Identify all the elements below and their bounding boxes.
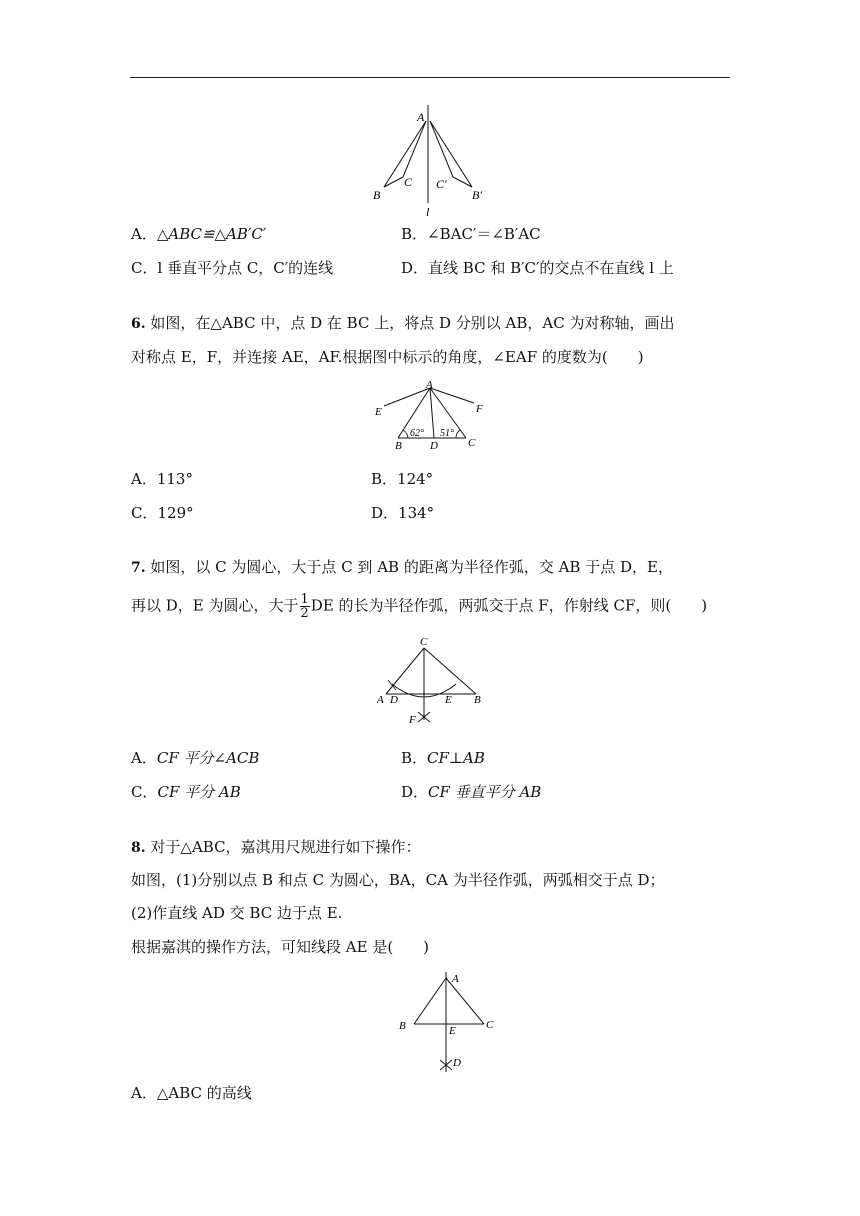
option-text: 124°: [397, 470, 434, 488]
q6-option-c[interactable]: [131, 503, 194, 523]
q8-figure: [392, 968, 504, 1078]
q7-option-a[interactable]: [131, 748, 259, 768]
option-letter: C．: [131, 783, 158, 801]
option-text: △ABC 的高线: [156, 1084, 252, 1102]
q7-option-b[interactable]: [401, 748, 485, 768]
option-text: ∠BAC′＝∠B′AC: [427, 225, 541, 243]
q7-stem-line1: [131, 557, 673, 578]
option-text: CF 平分∠ACB: [156, 749, 260, 767]
q6-option-d[interactable]: [371, 503, 434, 523]
question-number: 7.: [131, 560, 146, 576]
q7-label-f: F: [409, 714, 416, 726]
option-text: 直线 BC 和 B′C′的交点不在直线 l 上: [428, 259, 674, 277]
fraction-half: [300, 593, 310, 620]
q7-text-2a: 再以 D，E 为圆心，大于: [131, 596, 299, 615]
option-text: l 垂直平分点 C，C′的连线: [157, 259, 334, 277]
q7-option-c[interactable]: [131, 782, 241, 802]
option-letter: D．: [401, 783, 429, 801]
q7-stem-line2: [131, 593, 707, 620]
option-letter: A．: [131, 225, 157, 243]
option-letter: D．: [401, 259, 429, 277]
q6-stem-line1: [131, 313, 674, 334]
option-text: CF⊥AB: [427, 749, 485, 767]
q5-option-b[interactable]: [401, 224, 541, 244]
q8-text-3: (2)作直线 AD 交 BC 边于点 E.: [131, 904, 343, 922]
q6-label-e: E: [375, 406, 382, 418]
option-text: 129°: [157, 504, 194, 522]
q6-label-b: B: [395, 440, 402, 452]
q7-figure: [372, 632, 492, 730]
q6-option-a[interactable]: [131, 469, 193, 489]
option-letter: B．: [371, 470, 398, 488]
q8-stem-line1: [131, 837, 421, 858]
q7-text-1: 如图，以 C 为圆心，大于点 C 到 AB 的距离为半径作弧，交 AB 于点 D，E，: [150, 558, 673, 576]
option-letter: B．: [401, 749, 428, 767]
q8-option-a[interactable]: [131, 1083, 252, 1103]
q7-label-e: E: [445, 694, 452, 706]
q6-label-f: F: [476, 403, 483, 415]
q6-text-2: 对称点 E，F，并连接 AE，AF.根据图中标示的角度，∠EAF 的度数为( ): [131, 348, 644, 366]
q5-figure: [370, 105, 490, 220]
q6-label-a: A: [426, 379, 433, 391]
q7-option-d[interactable]: [401, 782, 541, 802]
q7-label-c: C: [420, 636, 428, 648]
q6-angle-c: 51°: [440, 428, 454, 439]
q6-stem-line2: [131, 347, 644, 367]
q8-label-e: E: [449, 1025, 456, 1037]
q5-label-a: A: [417, 110, 425, 124]
q5-option-a[interactable]: [131, 224, 266, 244]
option-letter: D．: [371, 504, 399, 522]
q5-option-c[interactable]: [131, 258, 333, 278]
q8-label-b: B: [399, 1020, 406, 1032]
option-letter: C．: [131, 259, 158, 277]
option-text: 113°: [156, 470, 193, 488]
q7-text-2b: DE 的长为半径作弧，两弧交于点 F，作射线 CF，则( ): [310, 596, 708, 615]
q6-label-c: C: [468, 437, 476, 449]
q6-label-d: D: [430, 440, 438, 452]
header-rule: [130, 77, 730, 78]
q8-text-2: 如图，(1)分别以点 B 和点 C 为圆心，BA，CA 为半径作弧，两弧相交于点 D；: [131, 871, 665, 889]
option-letter: A．: [131, 470, 157, 488]
fraction-numerator: 1: [300, 592, 309, 607]
option-text: CF 平分 AB: [157, 783, 241, 801]
q8-label-c: C: [486, 1019, 494, 1031]
q8-text-1: 对于△ABC，嘉淇用尺规进行如下操作：: [150, 838, 421, 856]
option-text: 134°: [398, 504, 435, 522]
q8-label-d: D: [453, 1057, 461, 1069]
option-text: △ABC≌△AB′C′: [156, 225, 267, 243]
option-letter: C．: [131, 504, 158, 522]
question-number: 8.: [131, 840, 146, 856]
q5-label-b-prime: B′: [472, 188, 482, 202]
option-text: CF 垂直平分 AB: [428, 783, 542, 801]
q5-label-c-prime: C′: [436, 177, 447, 191]
q5-label-b: B: [373, 188, 381, 202]
q8-stem-line4: [131, 937, 429, 957]
q5-label-c: C: [404, 175, 413, 189]
q6-figure: [370, 378, 490, 452]
q6-text-1: 如图，在△ABC 中，点 D 在 BC 上，将点 D 分别以 AB，AC 为对称轴，画出: [150, 314, 675, 332]
q7-label-d: D: [390, 694, 398, 706]
q7-label-b: B: [474, 694, 481, 706]
q8-stem-line3: [131, 903, 342, 923]
q5-option-d[interactable]: [401, 258, 674, 278]
option-letter: A．: [131, 1084, 157, 1102]
fraction-denominator: 2: [300, 606, 309, 621]
question-number: 6.: [131, 316, 146, 332]
q7-label-a: A: [377, 694, 384, 706]
option-letter: B．: [401, 225, 428, 243]
q6-angle-b: 62°: [410, 428, 424, 439]
q8-label-a: A: [452, 973, 459, 985]
q8-text-4: 根据嘉淇的操作方法，可知线段 AE 是( ): [131, 938, 430, 956]
q5-label-l: l: [426, 205, 430, 219]
option-letter: A．: [131, 749, 157, 767]
q8-stem-line2: [131, 870, 665, 890]
q6-option-b[interactable]: [371, 469, 433, 489]
